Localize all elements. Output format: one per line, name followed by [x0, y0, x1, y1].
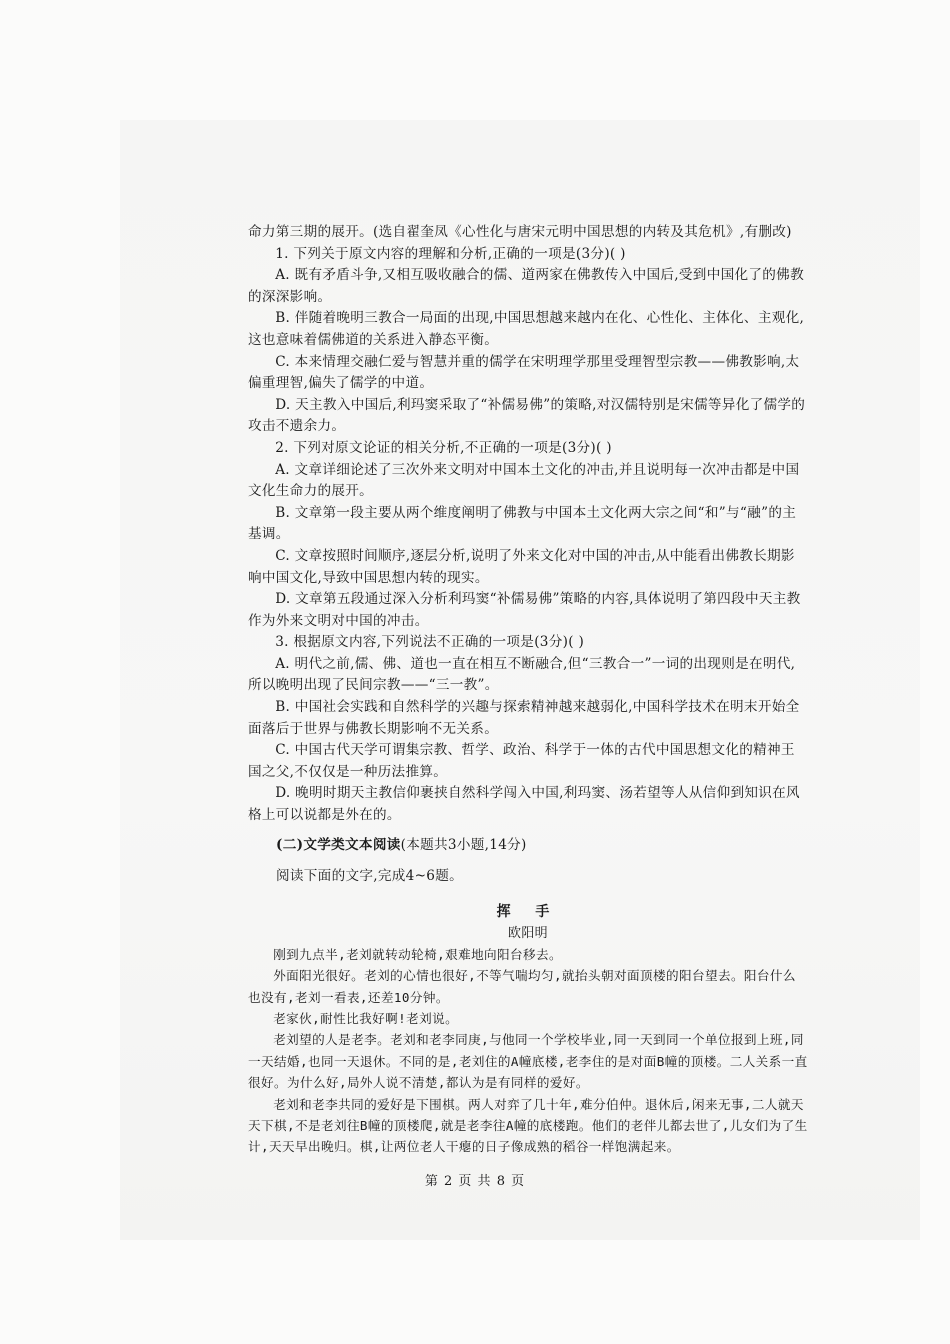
line-q2c: C. 文章按照时间顺序,逐层分析,说明了外来文化对中国的冲击,从中能看出佛教长期影响中国文化,导致中国思想内转的现实。	[248, 547, 795, 586]
story-title: 挥 手	[496, 903, 560, 920]
story-paragraph: 老刘和老李共同的爱好是下围棋。两人对弈了几十年,难分伯仲。退休后,闲来无事,二人就天天下棋,不是老刘往B幢的顶楼爬,就是老李往A幢的底楼跑。他们的老伴儿都去世了,儿女们为了生计,天天早出晚归。棋,让两位老人干瘪的日子像成熟的稻谷一样饱满起来。	[248, 1096, 808, 1155]
page-footer: 第 2 页 共 8 页	[424, 1174, 526, 1189]
line-source: 命力第三期的展开。(选自翟奎凤《心性化与唐宋元明中国思想的内转及其危机》,有删改)	[248, 224, 792, 240]
line-q3a: A. 明代之前,儒、佛、道也一直在相互不断融合,但“三教合一”一词的出现则是在明代,所以晚明出现了民间宗教——“三一教”。	[248, 655, 796, 694]
line-q1d: D. 天主教入中国后,利玛窦采取了“补儒易佛”的策略,对汉儒特别是宋儒等异化了儒学的攻击不遗余力。	[248, 396, 806, 435]
exam-content	[248, 222, 808, 1158]
reading-questions	[248, 222, 808, 827]
story-paragraph: 老家伙,耐性比我好啊!老刘说。	[273, 1011, 459, 1027]
line-q2d: D. 文章第五段通过深入分析利玛窦“补儒易佛”策略的内容,具体说明了第四段中天主教作为外来文明对中国的冲击。	[248, 591, 801, 629]
line-q2: 2. 下列对原文论证的相关分析,不正确的一项是(3分)( )	[275, 439, 612, 456]
line-q1: 1. 下列关于原文内容的理解和分析,正确的一项是(3分)( )	[275, 245, 626, 262]
section-heading: (二)文学类文本阅读(本题共3小题,14分)	[276, 836, 527, 853]
line-q1b: B. 伴随着晚明三教合一局面的出现,中国思想越来越内在化、心性化、主体化、主观化,这也意味着儒佛道的关系进入静态平衡。	[248, 310, 805, 348]
line-q3c: C. 中国古代天学可谓集宗教、哲学、政治、科学于一体的古代中国思想文化的精神王国之父,不仅仅是一种历法推算。	[248, 742, 795, 780]
story-paragraph: 老刘望的人是老李。老刘和老李同庚,与他同一个学校毕业,同一天到同一个单位报到上班,同一天结婚,也同一天退休。不同的是,老刘住的A幢底楼,老李住的是对面B幢的顶楼。二人关系一直很好。为什么好,局外人说不清楚,都认为是有同样的爱好。	[248, 1032, 808, 1091]
line-q2b: B. 文章第一段主要从两个维度阐明了佛教与中国本土文化两大宗之间“和”与“融”的主基调。	[248, 504, 797, 543]
line-q1a: A. 既有矛盾斗争,又相互吸收融合的儒、道两家在佛教传入中国后,受到中国化了的佛教的深深影响。	[248, 267, 804, 305]
line-q1c: C. 本来情理交融仁爱与智慧并重的儒学在宋明理学那里受理智型宗教——佛教影响,太偏重理智,偏失了儒学的中道。	[248, 353, 800, 392]
story-body	[248, 944, 808, 1158]
story-author: 欧阳明	[508, 925, 548, 941]
line-q3: 3. 根据原文内容,下列说法不正确的一项是(3分)( )	[275, 634, 585, 651]
story-paragraph: 外面阳光很好。老刘的心情也很好,不等气喘均匀,就抬头朝对面顶楼的阳台望去。阳台什么也没有,老刘一看表,还差10分钟。	[248, 968, 796, 1005]
story-paragraph: 刚到九点半,老刘就转动轮椅,艰难地向阳台移去。	[273, 946, 563, 962]
line-q2a: A. 文章详细论述了三次外来文明对中国本土文化的冲击,并且说明每一次冲击都是中国文化生命力的展开。	[248, 461, 800, 500]
line-q3d: D. 晚明时期天主教信仰裹挟自然科学闯入中国,利玛窦、汤若望等人从信仰到知识在风格上可以说都是外在的。	[248, 785, 800, 824]
line-q3b: B. 中国社会实践和自然科学的兴趣与探索精神越来越弱化,中国科学技术在明末开始全面落后于世界与佛教长期影响不无关系。	[248, 699, 800, 737]
section-instruction: 阅读下面的文字,完成4~6题。	[276, 868, 464, 885]
